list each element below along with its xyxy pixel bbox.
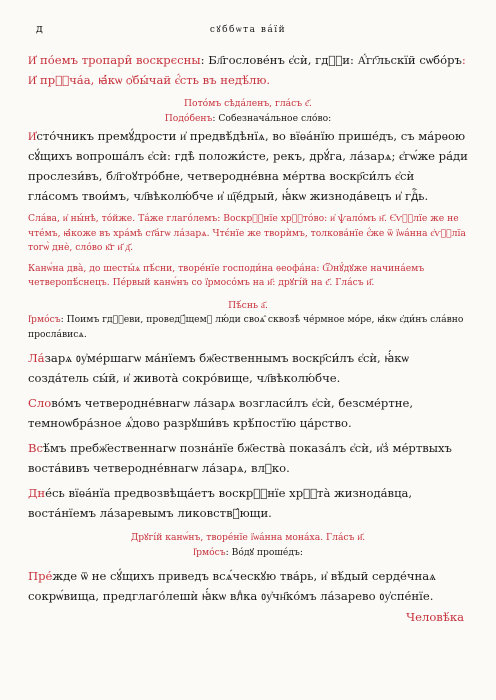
catchword: Человѣ́ка — [406, 610, 464, 624]
troparion-2 — [28, 393, 468, 433]
sedalen-initial: И҆ — [28, 129, 37, 143]
troparion-initial: Сло — [28, 396, 52, 410]
song-heading: Пѣ́снь а҃. — [228, 299, 268, 311]
troparion-initial: Вс — [28, 441, 44, 455]
troparion-initial: Дн — [28, 486, 46, 500]
opening-rubric-red-2: : И҆ прⷭ҇ча́а, — [28, 53, 466, 87]
closing-line — [28, 610, 468, 632]
troparion-1 — [28, 348, 468, 388]
troparion-text: е́сь вїѳа́нїа предвозвѣща́етъ воскрⷭ҇нїе хрⷭ҇та̀ жизнода́вца, воста́нїемъ ла́заревымъ ликовствꙋ́ющи. — [28, 486, 413, 520]
irmos-text: : Поимъ гдⷭ҇еви, проведꙋ́щемꙋ лю́ди своѧ̑ сквозѣ̀ че́рмное мо́ре, ꙗ҆́кѡ є҆ди́нъ сла́вно просла́висѧ. — [28, 314, 464, 340]
slava-rubric: Сла́ва, и҆ ны́нѣ, то́йже. Та́же глаго́лемъ: Воскрⷭ҇нїе хрⷭ҇то́во: и҆ ѱало́мъ н҃. Є҆ѵⷢ҇лїе же не чте́мъ, ꙗ҆́коже въ хра́мѣ ст҃а́гѡ ла́зарѧ. Чтє́нїе же творѝмъ, толкова́нїе є҆́же ѿ ї҆ѡа́нна є҆ѵⷢ҇лїа тогѡ̀ днѐ, сло́во к҃г и҃ д҃. — [28, 213, 466, 253]
troparion-initial: Ла́ — [28, 351, 45, 365]
troparion-text: зарѧ ᲂу҆ме́ршагѡ ма́нїемъ бж҃ественнымъ воскр҃си́лъ є҆сѝ, ꙗ҆́кѡ созда́тель сы́й, и҆ живота̀ сокро́вище, чл҃вѣколю́бче. — [28, 351, 409, 385]
troparion-4 — [28, 483, 468, 523]
final-troparion-initial: Пре́ — [28, 569, 53, 583]
second-irmos-text: : Во́дꙋ проше́дъ: — [225, 546, 303, 558]
final-troparion-text: жде ѿ не сꙋ́щихъ приведъ всѧ́ческꙋю тва́рь, и҆ вѣ́дый серде́чнаѧ сокрѡ́вища, предглаго́лешѝ ꙗ҆́кѡ влⷣка ᲂу҆чн҃ко́мъ ла́зарево ᲂу҆спе́нїе. — [28, 569, 436, 603]
irmos-label: І҆рмо́съ — [28, 314, 61, 325]
page-number: д — [36, 22, 43, 35]
sedalen-body — [28, 126, 468, 206]
opening-rubric — [28, 50, 468, 90]
running-title: сꙋббѡта ва́їй — [209, 25, 287, 35]
second-kanon-heading: Дрꙋгі́й канѡ́нъ, творе́нїе ї҆ѡа́нна мона́ха. Гла́съ и҃. — [130, 532, 366, 543]
podoben-line — [28, 112, 468, 127]
troparion-text: во́мъ четверодне́внагѡ ла́зарѧ возгласи́лъ є҆сѝ, безсме́ртне, темноѡбра́зное ѧ҆́дово разрꙋши́въ крѣ́постїю ца́рство. — [28, 396, 414, 430]
podoben-label: Подо́бенъ — [164, 112, 213, 124]
troparion-text: ѣ́мъ пребж҃ественнагѡ позна́нїе бж҃ества̀ показа́лъ є҆сѝ, и҆з̾ ме́ртвыхъ воста́вивъ четверодне́внагѡ ла́зарѧ, влⷣко. — [28, 441, 452, 475]
final-troparion — [28, 566, 468, 606]
opening-rubric-red-3: ꙗ҆́кѡ ѻ҆бы́чай є҆́сть въ недѣ́лю. — [97, 73, 271, 87]
kanon-rubric: Канѡ́на два̀, до шесты́ѧ пѣ́сни, творе́нїе господи́на ѳеофа́на: Ѿнꙋ́дꙋже начина́емъ четверопѣ́снецъ. Пе́рвый канѡ́нъ со ї҆рмосо́мъ на и҃: дрꙋгі́й на є҃. Гла́съ и҃. — [28, 262, 425, 288]
irmos-line — [28, 313, 468, 342]
podoben-text: : Собезнача́льное сло́во: — [212, 112, 332, 124]
sedalen-text: сто́чникъ премꙋ́дрости и҆ предвѣ́дѣнїѧ, во вїѳа́нїю прише́дъ, съ ма́рѳою сꙋ́щихъ вопроша́лъ є҆сѝ: гдѣ̀ положи́сте, рекъ, дрꙋ́га, ла́зарѧ; є҆гѡ́же ра́ди прослези́въ, бл҃гоꙋтро́бне, четверодне́вна ме́ртва воскр҃си́лъ є҆сѝ гла́сомъ твои́мъ, чл҃вѣколю́бче и҆ щ҇е́дрый, ꙗ҆́кѡ жизнода́вецъ и҆ гдⷭ҇ь. — [28, 129, 468, 203]
second-irmos-line — [28, 546, 468, 561]
troparion-3 — [28, 438, 468, 478]
running-head — [28, 22, 468, 38]
opening-rubric-text: : Бл҃гослове́нъ є҆сѝ, гдⷭ҇и: А҆́гг҃льскїй сѡбо́ръ — [200, 53, 462, 67]
opening-rubric-red-1: И҆ по́емъ тропари̑ воскрєсны — [28, 53, 201, 67]
sedalen-heading: Пото́мъ сѣда́ленъ, гла́съ є҃. — [184, 98, 312, 109]
second-irmos-label: І҆рмо́съ — [193, 546, 226, 558]
